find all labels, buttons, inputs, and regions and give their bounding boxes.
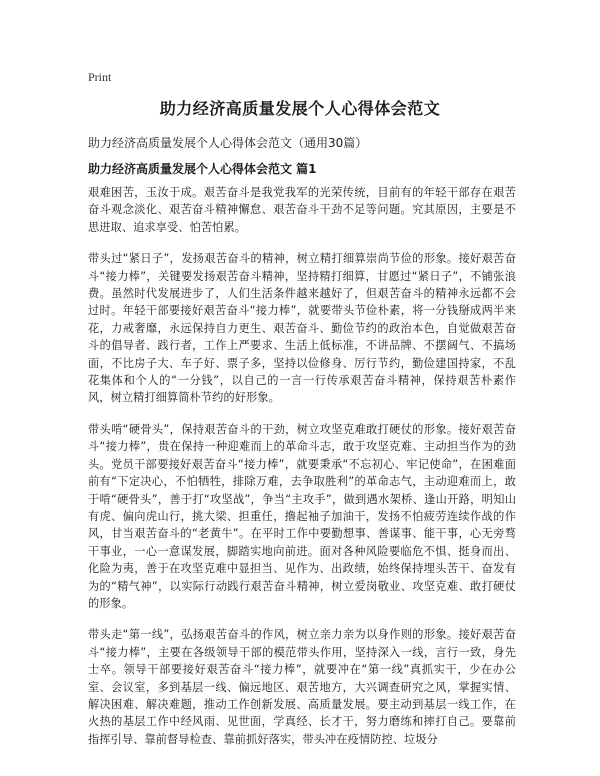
paragraph-1: 艰难困苦，玉汝于成。艰苦奋斗是我党我军的光荣传统，目前有的年轻干部存在艰苦奋斗观念淡化、艰苦奋斗精神懈怠、艰苦奋斗干劲不足等问题。究其原因，主要是不思进取、追求享受、怕苦怕累。 bbox=[88, 186, 516, 234]
print-link[interactable]: Print bbox=[88, 70, 112, 84]
article-body bbox=[88, 184, 516, 762]
page-title: 助力经济高质量发展个人心得体会范文 bbox=[159, 99, 441, 118]
document-subtitle: 助力经济高质量发展个人心得体会范文（通用30篇） bbox=[88, 136, 368, 150]
section-heading: 助力经济高质量发展个人心得体会范文 篇1 bbox=[88, 162, 317, 176]
paragraph-4: 带头走“第一线”，弘扬艰苦奋斗的作风，树立亲力亲为以身作则的形象。接好艰苦奋斗“接力棒”，主要在各级领导干部的模范带头作用，坚持深入一线，言行一致，身先士卒。领导干部要接好艰苦奋斗“接力棒”，就要冲在“第一线”真抓实干，少在办公室、会议室，多到基层一线、偏远地区、艰苦地方，大兴调查研究之风，掌握实情、解决困难、解决难题，推动工作创新发展、高质量发展。要主动到基层一线工作，在火热的基层工作中经风雨、见世面，学真经、长才干，努力磨练和摔打自己。要靠前指挥引导、靠前督导检查、靠前抓好落实，带头冲在疫情防控、垃圾分 bbox=[88, 628, 516, 746]
paragraph-2: 带头过“紧日子”，发扬艰苦奋斗的精神，树立精打细算崇尚节俭的形象。接好艰苦奋斗“接力棒”，关键要发扬艰苦奋斗精神，坚持精打细算，甘愿过“紧日子”，不铺张浪费。虽然时代发展进步了，人们生活条件越来越好了，但艰苦奋斗的精神永远都不会过时。年轻干部要接好艰苦奋斗“接力棒”，就要带头节俭朴素，将一分钱掰成两半来花，力戒奢靡，永远保持自力更生、艰苦奋斗、勤俭节约的政治本色，自觉做艰苦奋斗的倡导者、践行者，工作上严要求、生活上低标准，不讲品牌、不摆阔气、不搞场面，不比房子大、车子好、票子多，坚持以俭修身、厉行节约，勤俭建国持家，不乱花集体和个人的“一分钱”，以自己的一言一行传承艰苦奋斗精神，保持艰苦朴素作风，树立精打细算简朴节约的好形象。 bbox=[88, 252, 516, 405]
paragraph-3: 带头啃“硬骨头”，保持艰苦奋斗的干劲，树立攻坚克难敢打硬仗的形象。接好艰苦奋斗“接力棒”，贵在保持一种迎难而上的革命斗志，敢于攻坚克难、主动担当作为的劲头。党员干部要接好艰苦奋斗“接力棒”，就要秉承“不忘初心、牢记使命”，在困难面前有“下定决心，不怕牺牲，排除万难，去争取胜利”的革命志气，主动迎难而上，敢于啃“硬骨头”，善于打“攻坚战”，争当“主攻手”，做到遇水架桥、逢山开路，明知山有虎、偏向虎山行，挑大梁、担重任，撸起袖子加油干，发扬不怕疲劳连续作战的作风，甘当艰苦奋斗的“老黄牛”。在平时工作中要勤想事、善谋事、能干事，心无旁骛干事业，一心一意谋发展，脚踏实地向前进。面对各种风险要临危不惧、挺身而出、化险为夷，善于在攻坚克难中显担当、见作为、出政绩，始终保持埋头苦干、奋发有为的“精气神”，以实际行动践行艰苦奋斗精神，树立爱岗敬业、攻坚克难、敢打硬仗的形象。 bbox=[88, 422, 516, 610]
